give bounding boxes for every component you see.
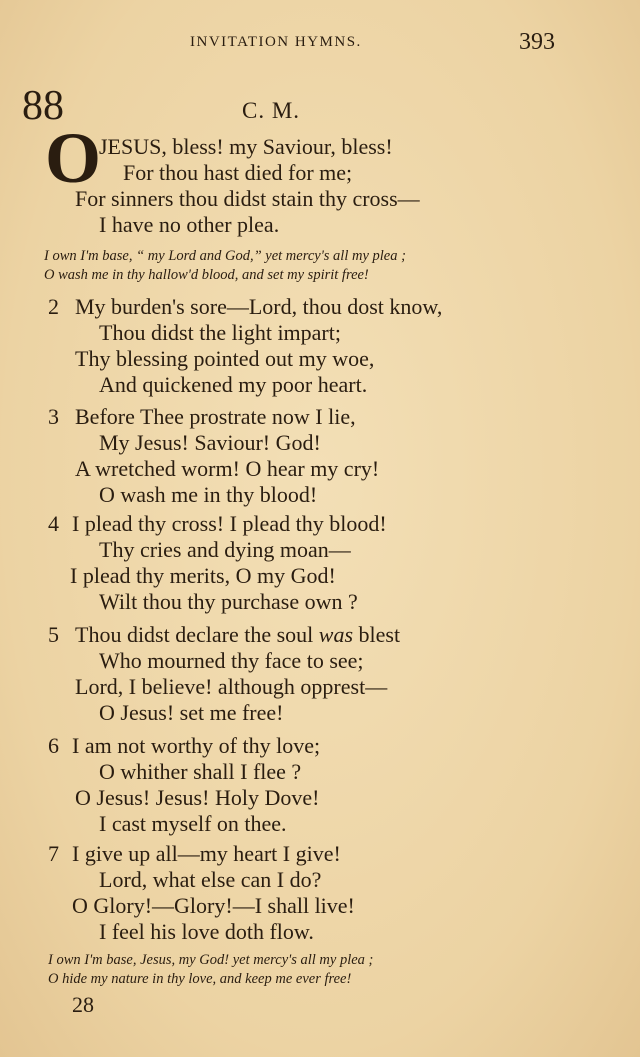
stanza-number: 2 [48, 294, 59, 319]
stanza-4-line-3: I plead thy merits, O my God! [70, 563, 336, 588]
stanza-6-line-1: I am not worthy of thy love; [72, 733, 321, 758]
stanza-5-line-1 [75, 622, 400, 648]
stanza-2-line-4: And quickened my poor heart. [99, 372, 368, 397]
stanza-3-line-2: My Jesus! Saviour! God! [99, 430, 321, 455]
stanza-7-line-4: I feel his love doth flow. [99, 919, 314, 944]
stanza-6-line-2: O whither shall I flee ? [99, 759, 302, 784]
stanza-3-line-4: O wash me in thy blood! [99, 482, 318, 507]
hymn-number: 88 [22, 83, 64, 129]
emphasis-text: was [318, 622, 354, 647]
stanza-2-line-3: Thy blessing pointed out my woe, [75, 346, 375, 371]
stanza-4-line-1: I plead thy cross! I plead thy blood! [72, 511, 387, 536]
stanza-4-line-2: Thy cries and dying moan— [99, 537, 351, 562]
stanza-5-line-3: Lord, I believe! although opprest— [75, 674, 388, 699]
stanza-3-line-1: Before Thee prostrate now I lie, [75, 404, 356, 429]
line-text: Thou didst declare the soul [75, 622, 319, 647]
chorus-2-line-1: I own I'm base, Jesus, my God! yet mercy's all my plea ; [48, 952, 374, 968]
chorus-1-line-2: O wash me in thy hallow'd blood, and set my spirit free! [44, 267, 369, 283]
stanza-4-line-4: Wilt thou thy purchase own ? [99, 589, 358, 614]
stanza-3-line-3: A wretched worm! O hear my cry! [75, 456, 380, 481]
chorus-2-line-2: O hide my nature in thy love, and keep me ever free! [48, 971, 352, 987]
stanza-6-line-3: O Jesus! Jesus! Holy Dove! [75, 785, 320, 810]
stanza-number: 5 [48, 622, 59, 647]
stanza-1-line-4: I have no other plea. [99, 212, 280, 237]
stanza-5-line-2: Who mourned thy face to see; [99, 648, 364, 673]
stanza-number: 4 [48, 511, 59, 536]
line-text: blest [353, 622, 401, 647]
stanza-number: 6 [48, 733, 59, 758]
page-number: 393 [519, 29, 555, 55]
stanza-2-line-1: My burden's sore—Lord, thou dost know, [75, 294, 443, 319]
stanza-2-line-2: Thou didst the light impart; [99, 320, 341, 345]
stanza-number: 3 [48, 404, 59, 429]
stanza-1-line-2: For thou hast died for me; [123, 160, 353, 185]
stanza-7-line-2: Lord, what else can I do? [99, 867, 322, 892]
stanza-7-line-1: I give up all—my heart I give! [72, 841, 341, 866]
stanza-5-line-4: O Jesus! set me free! [99, 700, 284, 725]
stanza-1-line-3: For sinners thou didst stain thy cross— [75, 186, 420, 211]
signature-mark: 28 [72, 992, 94, 1017]
stanza-6-line-4: I cast myself on thee. [99, 811, 287, 836]
stanza-1-line-1: JESUS, bless! my Saviour, bless! [99, 134, 393, 159]
stanza-number: 7 [48, 841, 59, 866]
running-title: INVITATION HYMNS. [190, 34, 362, 50]
stanza-7-line-3: O Glory!—Glory!—I shall live! [72, 893, 355, 918]
hymn-meter: C. M. [242, 98, 301, 123]
chorus-1-line-1: I own I'm base, “ my Lord and God,” yet mercy's all my plea ; [44, 248, 406, 264]
drop-cap: O [45, 118, 102, 198]
